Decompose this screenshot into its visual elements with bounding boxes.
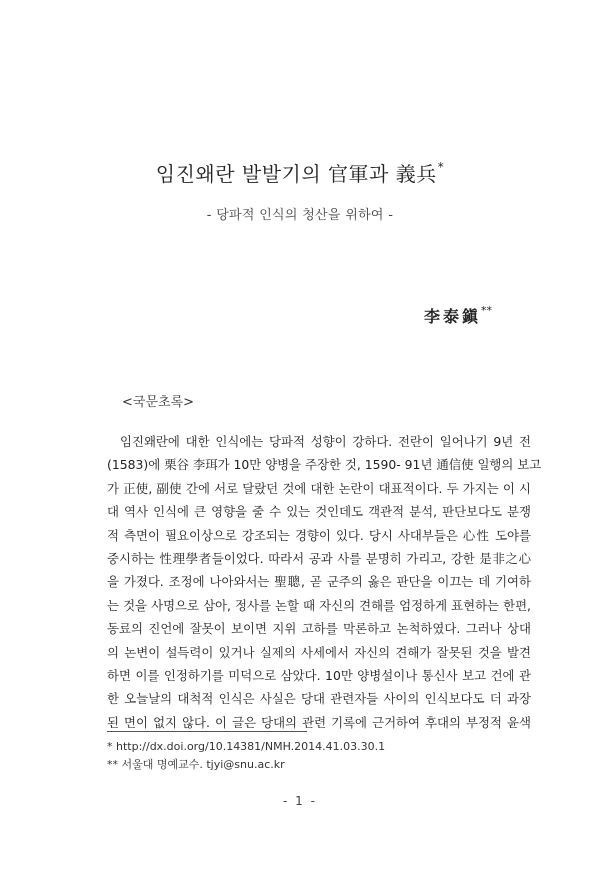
- abstract-line: (1583)에 栗谷 李珥가 10만 양병을 주장한 것, 1590- 91년 通信使 일행의 보고: [107, 457, 542, 473]
- paper-title-text: 임진왜란 발발기의 官軍과 義兵: [155, 162, 437, 186]
- footnote-divider: [107, 731, 307, 732]
- abstract-line: 가 正使, 副使 간에 서로 달랐던 것에 대한 논란이 대표적이다. 두 가지는 이 시: [107, 480, 531, 496]
- abstract-line: 동료의 진언에 잘못이 보이면 지위 고하를 막론하고 논척하였다. 그러나 상대: [107, 621, 531, 637]
- abstract-line: 는 것을 사명으로 삼아, 정사를 논할 때 자신의 견해를 엄정하게 표현하는 한편,: [107, 597, 531, 613]
- page-number: - 1 -: [283, 794, 317, 808]
- paper-title: [0, 158, 600, 187]
- abstract-line: 을 가졌다. 조정에 나아와서는 聖聰, 곧 군주의 옳은 판단을 이끄는 데 기여하: [107, 574, 531, 590]
- abstract-heading: <국문초록>: [122, 395, 195, 410]
- author-footnote-marker: **: [481, 303, 492, 317]
- abstract-line: 하면 이를 인정하기를 미덕으로 삼았다. 10만 양병설이나 통신사 보고 건에 관: [107, 667, 531, 683]
- author-name: 李泰鎭: [423, 307, 481, 326]
- abstract-line: 적 측면이 필요이상으로 강조되는 경향이 있다. 당시 사대부들은 心性 도야를: [107, 527, 531, 543]
- abstract-line: 한 오늘날의 대척적 인식은 사실은 당대 관련자들 사이의 인식보다도 더 과장: [107, 691, 531, 707]
- abstract-body: [107, 430, 542, 734]
- author-line: [424, 304, 492, 327]
- footnotes: [107, 738, 385, 774]
- abstract-line: 된 면이 없지 않다. 이 글은 당대의 관련 기록에 근거하여 후대의 부정적 윤색: [107, 714, 531, 730]
- abstract-line: 중시하는 性理學者들이었다. 따라서 공과 사를 분명히 가리고, 강한 是非之心: [107, 550, 531, 566]
- abstract-line: 대 역사 인식에 큰 영향을 줄 수 있는 것인데도 객관적 분석, 판단보다도 분쟁: [107, 504, 531, 520]
- abstract-line: 의 논변이 설득력이 있거나 실제의 사세에서 자신의 견해가 잘못된 것을 발견: [107, 644, 531, 660]
- footnote-author-affiliation: ** 서울대 명예교수. tjyi@snu.ac.kr: [107, 758, 285, 771]
- title-footnote-marker: *: [437, 160, 445, 175]
- abstract-line: 임진왜란에 대한 인식에는 당파적 성향이 강하다. 전란이 일어나기 9년 전: [120, 434, 531, 449]
- paper-subtitle: - 당파적 인식의 청산을 위하여 -: [206, 208, 394, 223]
- footnote-doi: * http://dx.doi.org/10.14381/NMH.2014.41.03.30.1: [107, 740, 386, 753]
